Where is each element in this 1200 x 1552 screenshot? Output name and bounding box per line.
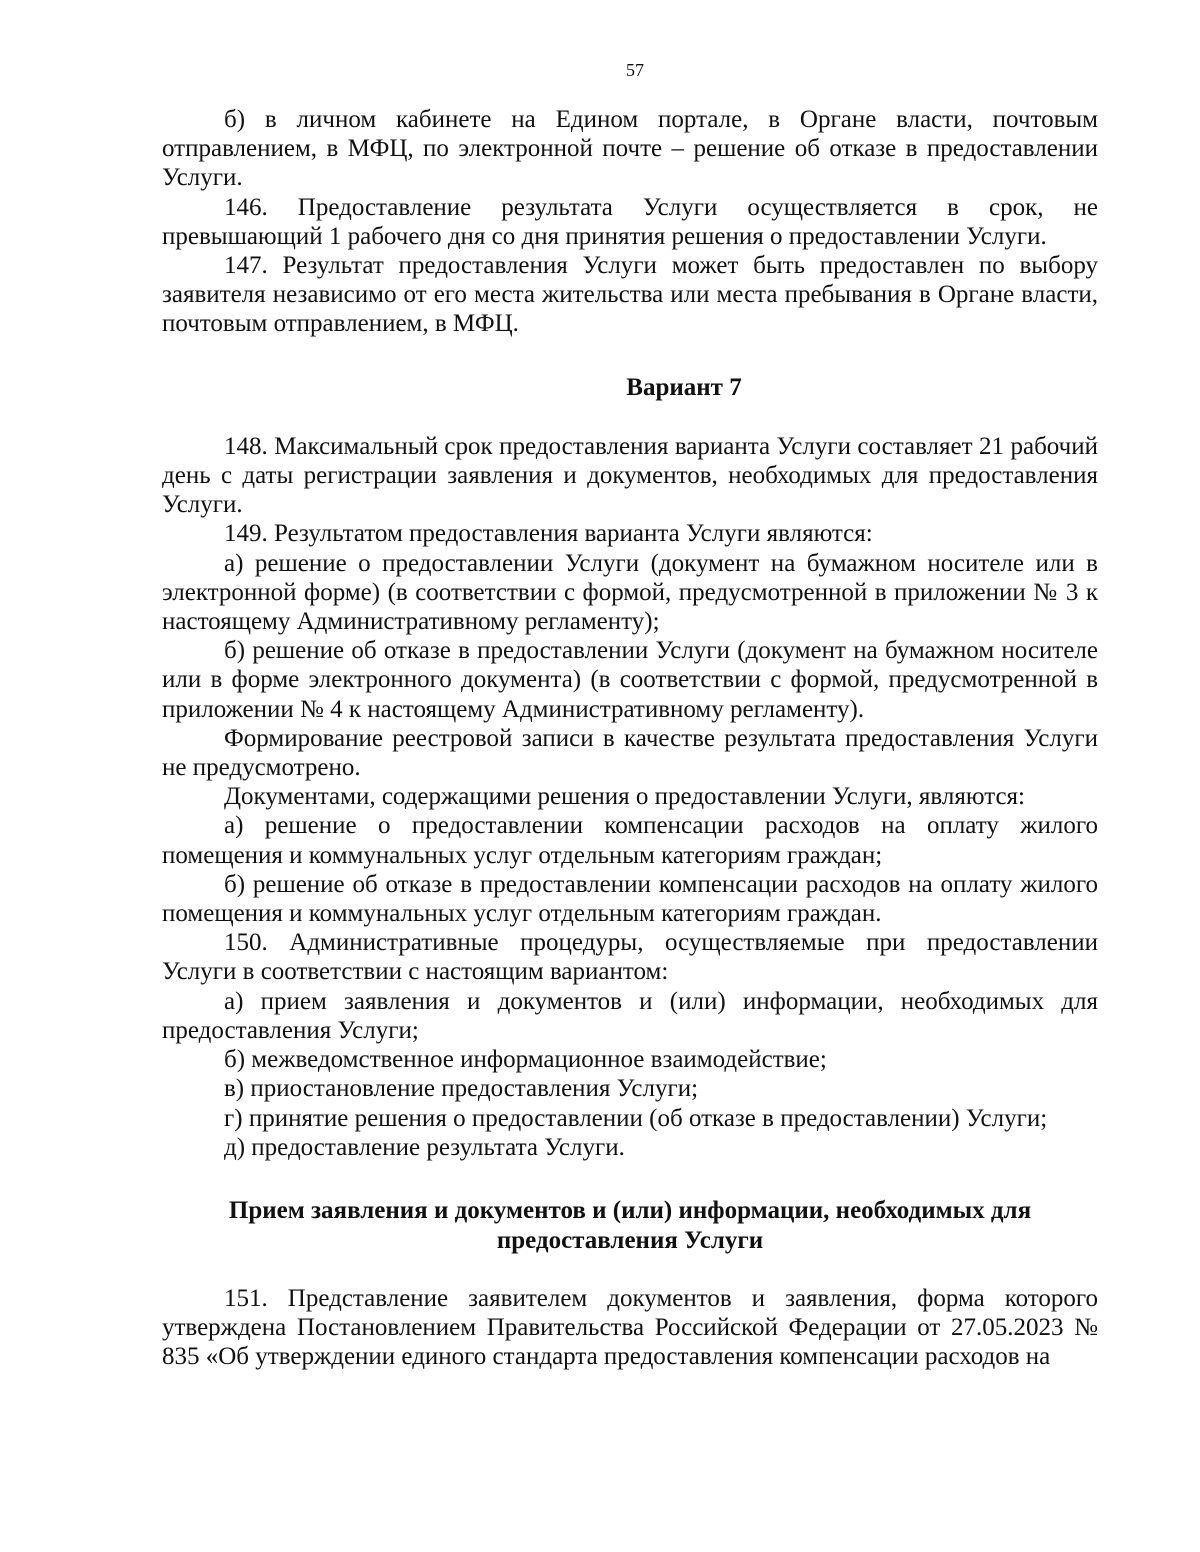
heading-variant-7: Вариант 7 <box>626 373 742 401</box>
paragraph-146: 146. Предоставление результата Услуги осуществляется в срок, не превышающий 1 рабочего дня со дня принятия решения о предоставлении Услуги. <box>162 193 1098 250</box>
paragraph-150-b: б) межведомственное информационное взаимодействие; <box>224 1046 827 1074</box>
page-number: 57 <box>626 60 644 80</box>
paragraph-149-a: а) решение о предоставлении Услуги (документ на бумажном носителе или в электронной форме) (в соответствии с формой, предусмотренной в приложении № 3 к настоящему Административному регламенту); <box>162 549 1098 636</box>
paragraph-decision-a: а) решение о предоставлении компенсации расходов на оплату жилого помещения и коммунальных услуг отдельным категориям граждан; <box>162 812 1098 869</box>
paragraph-151: 151. Представление заявителем документов и заявления, форма которого утверждена Постановлением Правительства Российской Федерации от 27.05.2023 № 835 «Об утверждении единого стандарта предоставления компенсации расходов на <box>162 1284 1098 1371</box>
paragraph-decision-documents: Документами, содержащими решения о предоставлении Услуги, являются: <box>224 783 1025 811</box>
paragraph-registry-record: Формирование реестровой записи в качестве результата предоставления Услуги не предусмотрено. <box>162 724 1098 782</box>
document-body <box>162 105 1098 1372</box>
paragraph-149: 149. Результатом предоставления варианта Услуги являются: <box>224 520 873 548</box>
paragraph-item-b-delivery: б) в личном кабинете на Едином портале, в Органе власти, почтовым отправлением, в МФЦ, по электронной почте – решение об отказе в предоставлении Услуги. <box>162 106 1098 192</box>
heading-application-reception: Прием заявления и документов и (или) информации, необходимых для предоставления Услуги <box>228 1196 1032 1254</box>
paragraph-149-b: б) решение об отказе в предоставлении Услуги (документ на бумажном носителе или в форме электронного документа) (в соответствии с формой, предусмотренной в приложении № 4 к настоящему Административному регламенту). <box>162 637 1098 723</box>
paragraph-150-d: г) принятие решения о предоставлении (об отказе в предоставлении) Услуги; <box>224 1104 1048 1132</box>
paragraph-147: 147. Результат предоставления Услуги может быть предоставлен по выбору заявителя независимо от его места жительства или места пребывания в Органе власти, почтовым отправлением, в МФЦ. <box>162 252 1098 338</box>
paragraph-150-e: д) предоставление результата Услуги. <box>224 1133 625 1161</box>
paragraph-150-c: в) приостановление предоставления Услуги; <box>224 1075 699 1103</box>
paragraph-148: 148. Максимальный срок предоставления варианта Услуги составляет 21 рабочий день с даты регистрации заявления и документов, необходимых для предоставления Услуги. <box>162 432 1098 519</box>
paragraph-150-a: а) прием заявления и документов и (или) информации, необходимых для предоставления Услуги; <box>162 987 1098 1044</box>
paragraph-150: 150. Административные процедуры, осуществляемые при предоставлении Услуги в соответствии с настоящим вариантом: <box>162 929 1098 986</box>
paragraph-decision-b: б) решение об отказе в предоставлении компенсации расходов на оплату жилого помещения и коммунальных услуг отдельным категориям граждан. <box>162 870 1098 928</box>
